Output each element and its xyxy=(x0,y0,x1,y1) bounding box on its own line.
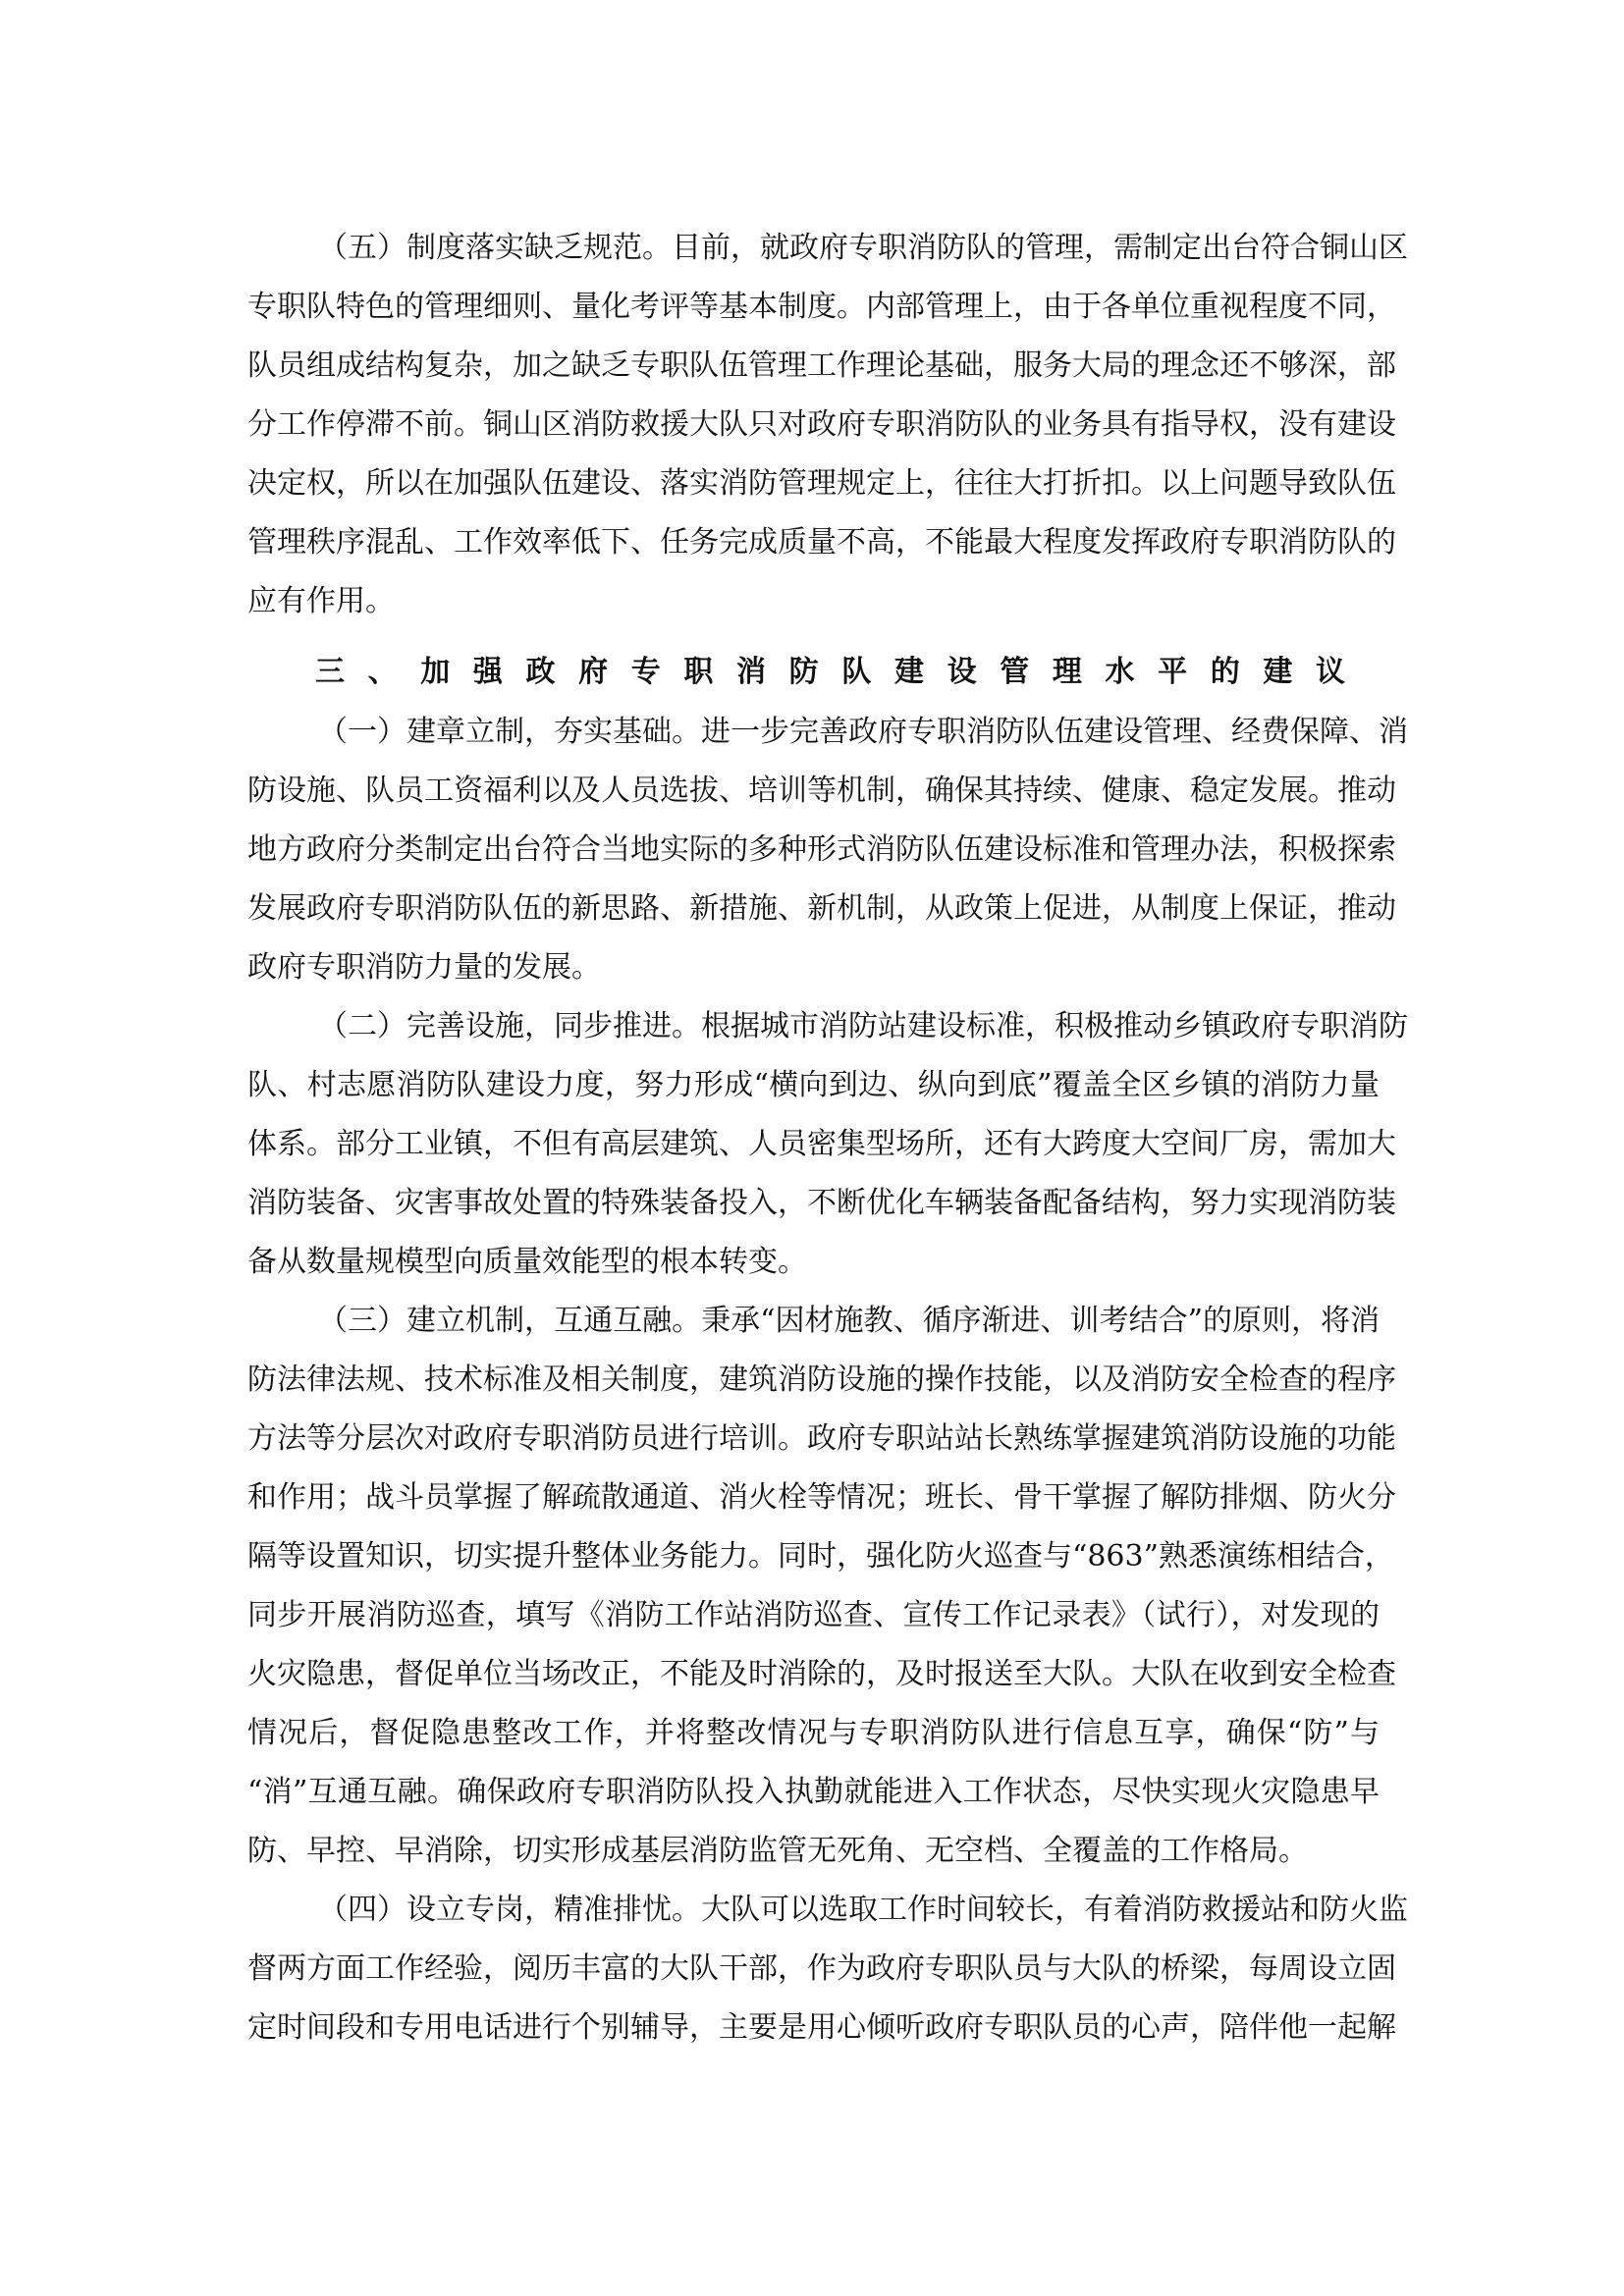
text-line: 定时间段和专用电话进行个别辅导，主要是用心倾听政府专职队员的心声，陪伴他一起解 xyxy=(247,2010,1396,2045)
section-after xyxy=(247,703,1408,2057)
document-page xyxy=(247,219,1408,2057)
text-line: 政府专职消防力量的发展。 xyxy=(247,950,601,985)
text-line: 备从数量规模型向质量效能型的根本转变。 xyxy=(247,1245,807,1279)
paragraph-para-1 xyxy=(247,703,1408,997)
text-line: （二）完善设施，同步推进。根据城市消防站建设标准，积极推动乡镇政府专职消防 xyxy=(318,1009,1408,1043)
paragraph-para-2 xyxy=(247,997,1408,1292)
paragraph-para-3 xyxy=(247,1292,1396,1881)
text-line: 队、村志愿消防队建设力度，努力形成“横向到边、纵向到底”覆盖全区乡镇的消防力量 xyxy=(247,1068,1380,1102)
text-line: 隔等设置知识，切实提升整体业务能力。同时，强化防火巡查与“863”熟悉演练相结合， xyxy=(247,1539,1394,1574)
text-line: 防设施、队员工资福利以及人员选拔、培训等机制，确保其持续、健康、稳定发展。推动 xyxy=(247,774,1396,808)
text-line: 体系。部分工业镇，不但有高层建筑、人员密集型场所，还有大跨度大空间厂房，需加大 xyxy=(247,1127,1396,1161)
text-line: 分工作停滞不前。铜山区消防救援大队只对政府专职消防队的业务具有指导权，没有建设 xyxy=(247,407,1396,442)
text-line: 决定权，所以在加强队伍建设、落实消防管理规定上，往往大打折扣。以上问题导致队伍 xyxy=(247,466,1396,501)
text-line: 专职队特色的管理细则、量化考评等基本制度。内部管理上，由于各单位重视程度不同， xyxy=(247,290,1396,324)
paragraph-para-5 xyxy=(247,219,1408,631)
text-line: （一）建章立制，夯实基础。进一步完善政府专职消防队伍建设管理、经费保障、消 xyxy=(318,715,1408,749)
text-line: 情况后，督促隐患整改工作，并将整改情况与专职消防队进行信息互享，确保“防”与 xyxy=(247,1716,1380,1750)
text-line: 地方政府分类制定出台符合当地实际的多种形式消防队伍建设标准和管理办法，积极探索 xyxy=(247,832,1396,867)
text-line: 发展政府专职消防队伍的新思路、新措施、新机制，从政策上促进，从制度上保证，推动 xyxy=(247,891,1396,926)
text-line: （三）建立机制，互通互融。秉承“因材施教、循序渐进、训考结合”的原则，将消 xyxy=(318,1304,1380,1338)
text-line: “消”互通互融。确保政府专职消防队投入执勤就能进入工作状态，尽快实现火灾隐患早 xyxy=(247,1775,1380,1809)
text-line: 同步开展消防巡查，填写《消防工作站消防巡查、宣传工作记录表》（试行），对发现的 xyxy=(247,1598,1380,1632)
text-line: 消防装备、灾害事故处置的特殊装备投入，不断优化车辆装备配备结构，努力实现消防装 xyxy=(247,1186,1396,1220)
text-line: 防、早控、早消除，切实形成基层消防监管无死角、无空档、全覆盖的工作格局。 xyxy=(247,1834,1308,1868)
text-line: 队员组成结构复杂，加之缺乏专职队伍管理工作理论基础，服务大局的理念还不够深，部 xyxy=(247,348,1396,383)
text-line: 火灾隐患，督促单位当场改正，不能及时消除的，及时报送至大队。大队在收到安全检查 xyxy=(247,1657,1396,1691)
text-line: 管理秩序混乱、工作效率低下、任务完成质量不高，不能最大程度发挥政府专职消防队的 xyxy=(247,525,1396,560)
text-line: 和作用；战斗员掌握了解疏散通道、消火栓等情况；班长、骨干掌握了解防排烟、防火分 xyxy=(247,1480,1396,1515)
section-heading: 三、加强政府专职消防队建设管理水平的建议 xyxy=(315,655,1345,689)
text-line: 防法律法规、技术标准及相关制度，建筑消防设施的操作技能，以及消防安全检查的程序 xyxy=(247,1362,1396,1397)
text-line: 督两方面工作经验，阅历丰富的大队干部，作为政府专职队员与大队的桥梁，每周设立固 xyxy=(247,1951,1396,1986)
text-line: 方法等分层次对政府专职消防员进行培训。政府专职站站长熟练掌握建筑消防设施的功能 xyxy=(247,1421,1396,1456)
text-line: （五）制度落实缺乏规范。目前，就政府专职消防队的管理，需制定出台符合铜山区 xyxy=(318,231,1408,265)
text-line: 应有作用。 xyxy=(247,584,395,618)
paragraph-para-4 xyxy=(247,1881,1408,2057)
text-line: （四）设立专岗，精准排忧。大队可以选取工作时间较长，有着消防救援站和防火监 xyxy=(318,1893,1408,1927)
section-before xyxy=(247,219,1408,631)
